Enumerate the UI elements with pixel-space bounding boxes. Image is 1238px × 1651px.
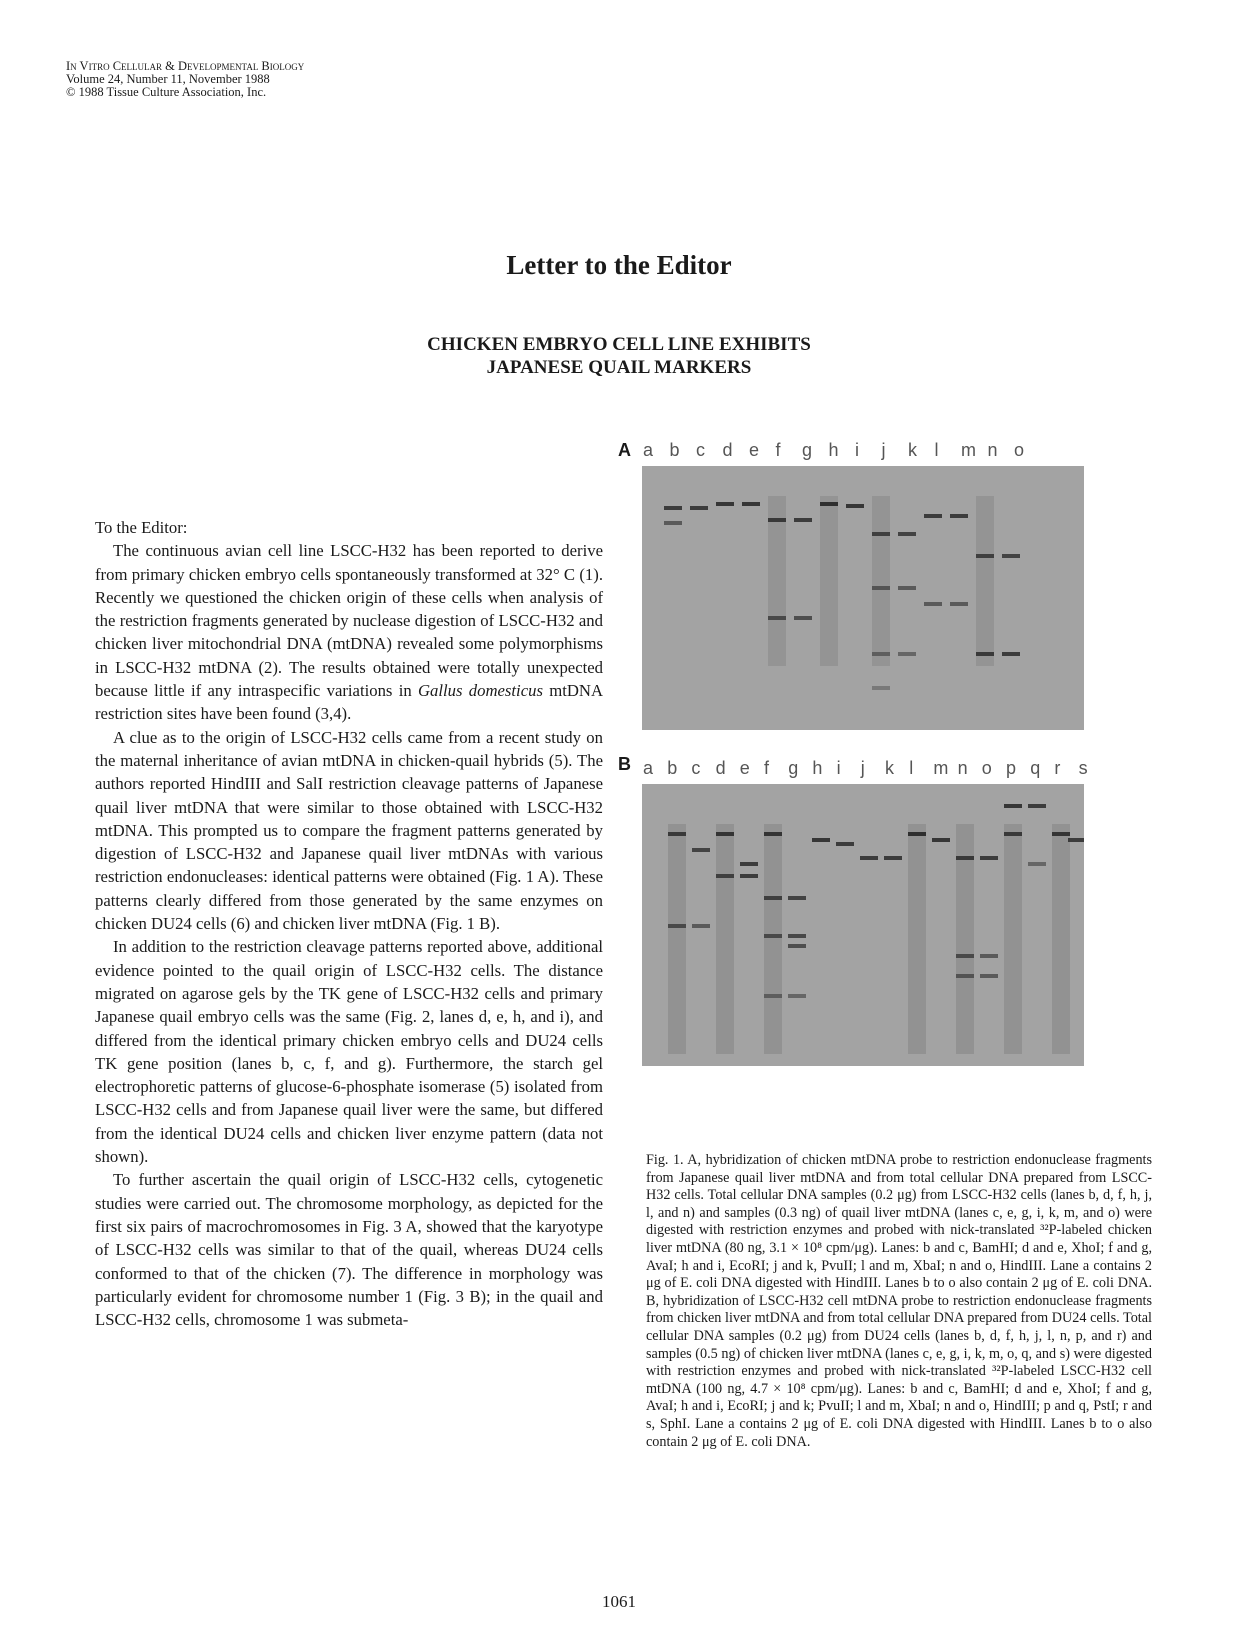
lane-label-o: o [981, 758, 992, 778]
gel-a-smear [820, 496, 838, 666]
gel-b-band [1068, 838, 1084, 842]
lane-label-a: a [643, 440, 654, 460]
lane-label-i: i [836, 758, 841, 778]
gel-a-band [924, 514, 942, 518]
panel-b-label: B [618, 754, 631, 774]
article-title-line2: JAPANESE QUAIL MARKERS [486, 357, 752, 378]
paragraph-4: To further ascertain the quail origin of LSCC-H32 cells, cytogenetic studies were carried out. The chromosome morphology, as depicted for the first six pairs of macrochromosomes in Fig. 3 A, showed that the karyotype of LSCC-H32 cells was similar to that of the quail, whereas DU24 cells conformed to that of the chicken (7). The difference in morphology was particularly evident for chromosome number 1 (Fig. 3 B); in the quail and LSCC-H32 cells, chromosome 1 was submeta- [95, 1170, 603, 1330]
journal-name: In Vitro Cellular & Developmental Biology [66, 59, 305, 73]
lane-label-s: s [1078, 758, 1088, 778]
lane-label-m: m [961, 440, 976, 460]
gel-b-band [812, 838, 830, 842]
paragraph-1-end: mtDNA restriction sites have been found (3,4). [95, 681, 603, 724]
journal-copyright: © 1988 Tissue Culture Association, Inc. [66, 85, 267, 99]
gel-a-band [664, 506, 682, 510]
gel-a-band [950, 602, 968, 606]
gel-a-band [898, 532, 916, 536]
lane-label-l: l [934, 440, 939, 460]
lane-label-g: g [788, 758, 799, 778]
lane-label-h: h [812, 758, 823, 778]
gel-a-band [898, 652, 916, 656]
species-name: Gallus domesticus [417, 681, 543, 701]
gel-b-band [788, 934, 806, 938]
gel-a-band [950, 514, 968, 518]
gel-a-band [898, 586, 916, 590]
lane-label-n: n [957, 758, 968, 778]
page-number: 1061 [602, 1592, 636, 1611]
gel-a-smear [768, 496, 786, 666]
gel-b-band [980, 954, 998, 958]
lane-label-h: h [828, 440, 839, 460]
lane-label-d: d [715, 758, 726, 778]
paragraph-2: A clue as to the origin of LSCC-H32 cells came from a recent study on the maternal inheritance of avian mtDNA in chicken-quail hybrids (5). The authors reported HindIII and SalI restriction cleavage patterns of Japanese quail liver mtDNA that were similar to those obtained with LSCC-H32 mtDNA. This prompted us to compare the fragment patterns generated by digestion of LSCC-H32 and Japanese quail liver mtDNAs with various restriction endonucleases: identical patterns were obtained (Fig. 1 A). These patterns clearly differed from those generated by the same enzymes on chicken DU24 cells (6) and chicken liver mtDNA (Fig. 1 B). [95, 727, 603, 934]
gel-b-smear [764, 824, 782, 1054]
gel-b-band [692, 924, 710, 928]
journal-volume: Volume 24, Number 11, November 1988 [66, 72, 270, 86]
gel-b-smear [1004, 824, 1022, 1054]
gel-a-band [716, 502, 734, 506]
gel-a-band [794, 616, 812, 620]
gel-b-band [980, 856, 998, 860]
gel-panel-a-svg [642, 466, 1084, 730]
gel-b-band [740, 874, 758, 878]
paragraph-1-text: The continuous avian cell line LSCC-H32 has been reported to derive from primary chicken embryo cells spontaneously transformed at 32° C (1). Recently we questioned the chicken origin of these cells when analysis of the restriction fragments generated by nuclease digestion of LSCC-H32 and chicken liver mitochondrial DNA (mtDNA) revealed some polymorphisms in LSCC-H32 mtDNA (2). The results obtained were totally unexpected because little if any intraspecific variations in [95, 541, 603, 701]
gel-b-band [692, 848, 710, 852]
lane-label-e: e [749, 440, 760, 460]
gel-b-band [932, 838, 950, 842]
gel-a-band [846, 504, 864, 508]
panel-a-label: A [618, 440, 631, 460]
gel-a-band [924, 602, 942, 606]
gel-b-band [836, 842, 854, 846]
gel-b-smear [668, 824, 686, 1054]
figure-caption: Fig. 1. A, hybridization of chicken mtDNA probe to restriction endonuclease fragments from Japanese quail liver mtDNA and from total cellular DNA prepared from LSCC-H32 cells. Total cellular DNA samples (0.2 μg) from LSCC-H32 cells (lanes b, d, f, h, j, l, and n) and samples (0.3 ng) of quail liver mtDNA (lanes c, e, g, i, k, m, and o) were digested with restriction enzymes and probed with nick-translated ³²P-labeled chicken liver mtDNA (80 ng, 3.1 × 10⁸ cpm/μg). Lanes: b and c, BamHI; d and e, XhoI; f and g, AvaI; h and i, EcoRI; j and k, PvuII; l and m, XbaI; n and o, HindIII. Lane a contains 2 μg of E. coli DNA digested with HindIII. Lanes b to o also contain 2 μg of E. coli DNA. B, hybridization of LSCC-H32 cell mtDNA probe to restriction endonuclease fragments from chicken liver mtDNA and from total cellular DNA prepared from DU24 cells. Total cellular DNA samples (0.2 μg) from DU24 cells (lanes b, d, f, h, j, l, n, p, and r) and samples (0.5 ng) of chicken liver mtDNA (lanes c, e, g, i, k, m, o, q, and s) were digested with restriction enzymes and probed with nick-translated ³²P-labeled LSCC-H32 cell mtDNA (100 ng, 4.7 × 10⁸ cpm/μg). Lanes: b and c, BamHI; d and e, XhoI; f and g, AvaI; h and i, EcoRI; j and k; PvuII; l and m, XbaI; n and o, HindIII; p and q, PstI; r and s, SphI. Lane a contains 2 μg of E. coli DNA digested with HindIII. Lanes b to o also contain 2 μg of E. coli DNA. [646, 1152, 1152, 1450]
gel-b-band [884, 856, 902, 860]
lane-label-k: k [885, 758, 894, 778]
gel-a-smear [976, 496, 994, 666]
gel-b-band [1028, 804, 1046, 808]
lane-label-c: c [691, 758, 701, 778]
lane-label-p: p [1006, 758, 1017, 778]
panel-a-lane-letters [643, 440, 1083, 462]
gel-panel-b-svg [642, 784, 1084, 1066]
gel-panel-b [642, 784, 1084, 1066]
lane-label-f: f [775, 440, 781, 460]
lane-label-b: b [667, 758, 678, 778]
gel-b-band [788, 944, 806, 948]
lane-label-q: q [1030, 758, 1041, 778]
gel-a-smear [872, 496, 890, 666]
lane-label-j: j [881, 440, 886, 460]
gel-a-band [664, 521, 682, 525]
lane-label-m: m [933, 758, 949, 778]
gel-b-smear [716, 824, 734, 1054]
gel-b-smear [908, 824, 926, 1054]
lane-label-i: i [855, 440, 859, 460]
body-text [95, 516, 603, 1331]
gel-a-band [1002, 652, 1020, 656]
journal-header [66, 60, 304, 99]
lane-label-b: b [669, 440, 680, 460]
panel-b-lane-letters [643, 758, 1093, 780]
lane-label-o: o [1014, 440, 1025, 460]
gel-a-band [1002, 554, 1020, 558]
lane-label-k: k [908, 440, 917, 460]
gel-b-band [788, 896, 806, 900]
gel-b-band [1028, 862, 1046, 866]
letter-title: Letter to the Editor [506, 250, 732, 280]
gel-b-smear [956, 824, 974, 1054]
gel-b-band [980, 974, 998, 978]
gel-b-band [740, 862, 758, 866]
gel-b-band [860, 856, 878, 860]
gel-b-band [788, 994, 806, 998]
lane-label-e: e [739, 758, 750, 778]
gel-a-band [690, 506, 708, 510]
gel-b-smear [1052, 824, 1070, 1054]
lane-label-g: g [802, 440, 813, 460]
article-title [0, 333, 1238, 379]
lane-label-j: j [860, 758, 865, 778]
paragraph-3: In addition to the restriction cleavage patterns reported above, additional evidence pointed to the quail origin of LSCC-H32 cells. The distance migrated on agarose gels by the TK gene of LSCC-H32 cells and primary Japanese quail embryo cells was the same (Fig. 2, lanes d, e, h, and i), and differed from the identical primary chicken embryo cells and DU24 cells TK gene position (lanes b, c, f, and g). Furthermore, the starch gel electrophoretic patterns of glucose-6-phosphate isomerase (5) isolated from LSCC-H32 cells and from Japanese quail liver were the same, but differed from the identical DU24 cells and chicken liver enzyme pattern (data not shown). [95, 937, 603, 1167]
lane-label-f: f [764, 758, 770, 778]
gel-a-band [742, 502, 760, 506]
article-title-line1: CHICKEN EMBRYO CELL LINE EXHIBITS [427, 334, 811, 355]
lane-label-l: l [909, 758, 914, 778]
gel-b-band [1004, 804, 1022, 808]
salutation: To the Editor: [95, 518, 188, 537]
lane-label-a: a [643, 758, 654, 778]
gel-panel-a [642, 466, 1084, 730]
lane-label-c: c [696, 440, 705, 460]
lane-label-r: r [1054, 758, 1061, 778]
gel-a-band [872, 686, 890, 690]
paragraph-1 [95, 539, 603, 725]
lane-label-n: n [987, 440, 998, 460]
gel-a-band [794, 518, 812, 522]
lane-label-d: d [722, 440, 733, 460]
